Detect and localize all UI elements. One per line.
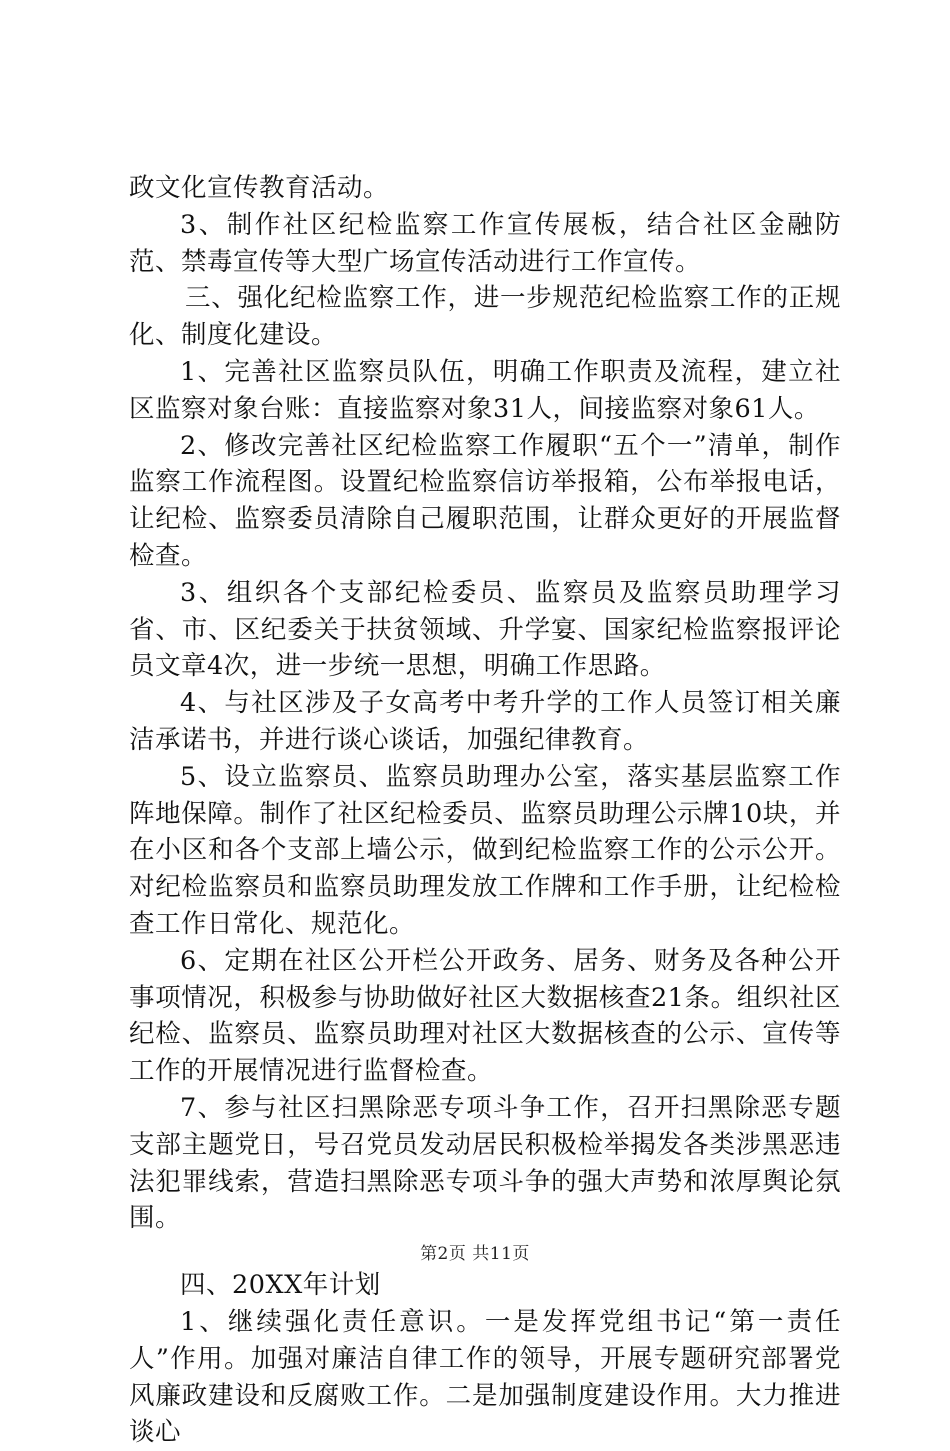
paragraph-item-4: 4、与社区涉及子女高考中考升学的工作人员签订相关廉洁承诺书，并进行谈心谈话，加强纪律教育。 bbox=[129, 688, 841, 755]
paragraph-item-6: 6、定期在社区公开栏公开政务、居务、财务及各种公开事项情况，积极参与协助做好社区大数据核查21条。组织社区纪检、监察员、监察员助理对社区大数据核查的公示、宣传等工作的开展情况进行监督检查。 bbox=[129, 945, 841, 1087]
paragraph-item-5: 5、设立监察员、监察员助理办公室，落实基层监察工作阵地保障。制作了社区纪检委员、监察员助理公示牌10块，并在小区和各个支部上墙公示，做到纪检监察工作的公示公开。对纪检监察员和监察员助理发放工作牌和工作手册，让纪检检查工作日常化、规范化。 bbox=[129, 761, 841, 939]
section-heading-3: 三、强化纪检监察工作，进一步规范纪检监察工作的正规化、制度化建设。 bbox=[129, 283, 841, 351]
paragraph-item-7: 7、参与社区扫黑除恶专项斗争工作，召开扫黑除恶专题支部主题党日，号召党员发动居民积极检举揭发各类涉黑恶违法犯罪线索，营造扫黑除恶专项斗争的强大声势和浓厚舆论氛围。 bbox=[129, 1092, 841, 1234]
paragraph-item-3: 3、组织各个支部纪检委员、监察员及监察员助理学习省、市、区纪委关于扶贫领域、升学宴、国家纪检监察报评论员文章4次，进一步统一思想，明确工作思路。 bbox=[129, 577, 841, 682]
paragraph-item-1: 1、完善社区监察员队伍，明确工作职责及流程，建立社区监察对象台账：直接监察对象31人，间接监察对象61人。 bbox=[129, 356, 841, 424]
paragraph-plan-item-1: 1、继续强化责任意识。一是发挥党组书记“第一责任人”作用。加强对廉洁自律工作的领导，开展专题研究部署党风廉政建设和反腐败工作。二是加强制度建设作用。大力推进谈心 bbox=[129, 1306, 841, 1448]
page-number-footer: 第2页 共11页 bbox=[420, 1244, 530, 1264]
paragraph-continuation: 政文化宣传教育活动。 bbox=[129, 173, 390, 203]
paragraph-item-3-propaganda: 3、制作社区纪检监察工作宣传展板，结合社区金融防范、禁毒宣传等大型广场宣传活动进行工作宣传。 bbox=[129, 209, 841, 277]
paragraph-item-2: 2、修改完善社区纪检监察工作履职“五个一”清单，制作监察工作流程图。设置纪检监察信访举报箱，公布举报电话，让纪检、监察委员清除自己履职范围，让群众更好的开展监督检查。 bbox=[129, 430, 841, 571]
section-heading-4: 四、20XX年计划 bbox=[180, 1270, 381, 1301]
